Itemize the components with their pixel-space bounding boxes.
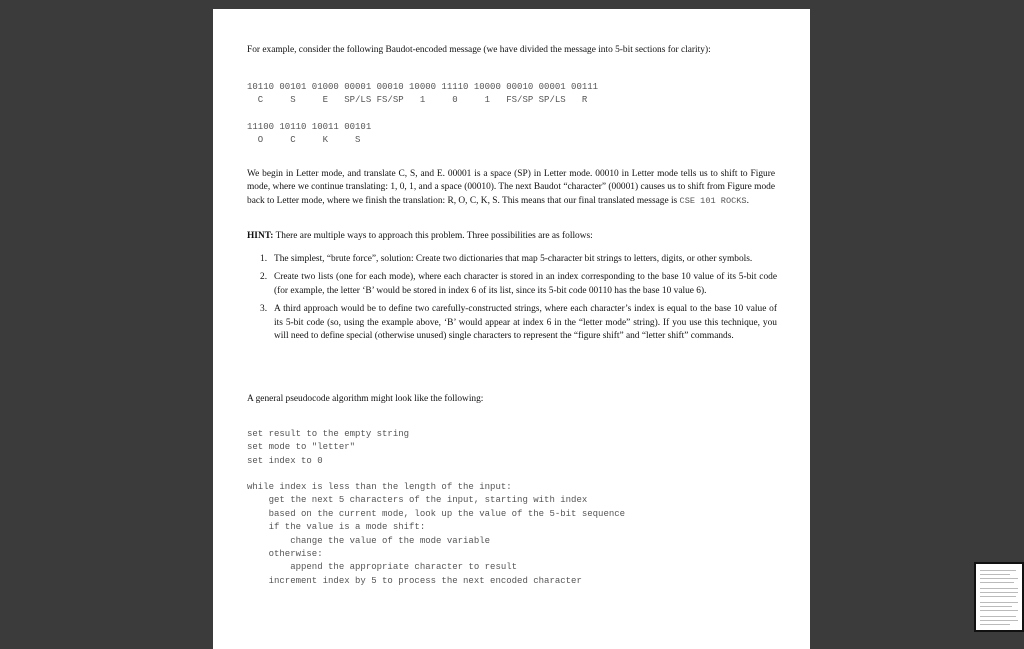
decoded-chars-line-1: C S E SP/LS FS/SP 1 0 1 FS/SP SP/LS R bbox=[247, 95, 588, 105]
list-item bbox=[247, 303, 777, 343]
pseudocode-loop-block: while index is less than the length of the input: get the next 5 characters of the input, starting with index based on the current mode, look up the value of the 5-bit sequence if the value is a mode shift: change the value of the mode variable otherwise: append the appropriate character to result increment index by 5 to process the next encoded character bbox=[247, 482, 626, 586]
document-page bbox=[213, 9, 810, 649]
list-item-text: A third approach would be to define two carefully-constructed strings, where each character’s index is equal to the base 10 value of its 5-bit code (so, using the example above, ‘B’ would appear at index 6 in the “letter mode” string). If you use this technique, you will need to define special (otherwise unused) single characters to represent the “figure shift” and “letter shift” commands. bbox=[274, 304, 777, 342]
decoded-chars-line-2: O C K S bbox=[247, 135, 361, 145]
list-item-text: Create two lists (one for each mode), where each character is stored in an index corresponding to the base 10 value of its 5-bit code (for example, the letter ‘B’ would be stored in index 6 of its list, since its 5-bit code 00110 has the base 10 value 6). bbox=[274, 272, 777, 296]
list-item bbox=[247, 253, 777, 266]
list-item bbox=[247, 271, 777, 298]
list-item-number: 2. bbox=[260, 272, 268, 283]
final-message-code: CSE 101 ROCKS bbox=[679, 195, 747, 206]
list-item-number: 3. bbox=[260, 304, 268, 315]
pseudocode-intro: A general pseudocode algorithm might look like the following: bbox=[247, 394, 484, 404]
approach-list bbox=[247, 253, 777, 348]
list-item-number: 1. bbox=[260, 254, 268, 264]
intro-paragraph: For example, consider the following Baudot-encoded message (we have divided the message into 5-bit sections for clarity): bbox=[247, 45, 711, 55]
hint-label: HINT: bbox=[247, 231, 274, 241]
explanation-text: We begin in Letter mode, and translate C, S, and E. 00001 is a space (SP) in Letter mode. 00010 in Letter mode tells us to shift to Figure mode, where we continue translating: 1, 0, 1, and a space (00010). The next Baudot “character” (00001) causes us to shift from Figure mode back to Letter mode, where we finish the translation: R, O, C, K, S. This means that our final translated message is bbox=[247, 169, 775, 206]
list-item-text: The simplest, “brute force”, solution: Create two dictionaries that map 5-character bit strings to letters, digits, or other symbols. bbox=[274, 254, 753, 264]
pseudocode-setup-block: set result to the empty string set mode to "letter" set index to 0 bbox=[247, 429, 410, 466]
explanation-paragraph: We begin in Letter mode, and translate C, S, and E. 00001 is a space (SP) in Letter mode. 00010 in Letter mode tells us to shift to Figure mode, where we continue translating: 1, 0, 1, and a space (00010). The next Baudot “character” (00001) causes us to shift from Figure mode back to Letter mode, where we finish the translation: R, O, C, K, S. This means that our final translated message is CSE 101 ROCKS. bbox=[247, 169, 775, 206]
hint-text: There are multiple ways to approach this problem. Three possibilities are as follows: bbox=[275, 231, 593, 241]
encoded-bits-line-2: 11100 10110 10011 00101 bbox=[247, 122, 372, 132]
hint-paragraph bbox=[247, 230, 777, 243]
encoded-bits-line-1: 10110 00101 01000 00001 00010 10000 11110 10000 00010 00001 00111 bbox=[247, 82, 599, 92]
page-thumbnail[interactable] bbox=[974, 562, 1024, 632]
